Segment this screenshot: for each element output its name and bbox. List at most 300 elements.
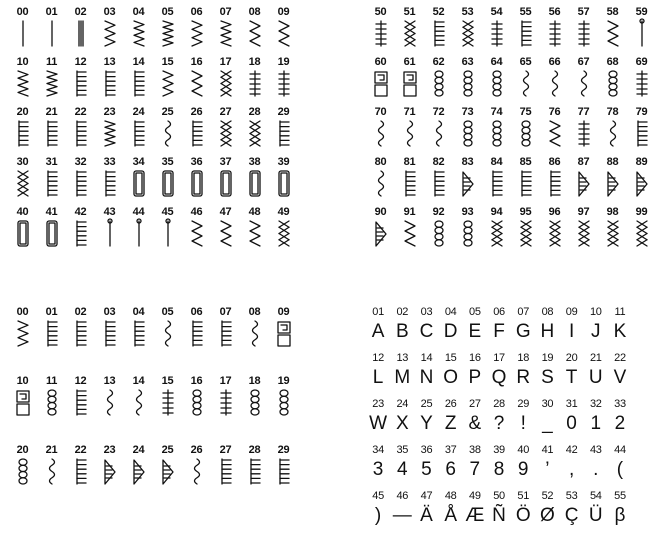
character-number: 23 <box>372 398 384 410</box>
stitch-cell <box>153 206 182 256</box>
stitch-number: 21 <box>45 444 58 456</box>
stitch-cell <box>37 56 66 106</box>
stitch-cell <box>569 106 598 156</box>
stitch-cell <box>182 106 211 156</box>
stitch-number: 80 <box>374 156 387 168</box>
keyhole-2-icon <box>274 168 294 199</box>
stitch-number: 10 <box>16 375 29 387</box>
stitch-number: 61 <box>403 56 416 68</box>
character-cell <box>390 352 414 398</box>
character-number: 41 <box>541 444 554 456</box>
cross-stitch-icon <box>274 218 294 249</box>
tri-hatch-3-icon <box>245 456 265 487</box>
character-glyph: — <box>392 505 412 526</box>
leaf-icon <box>632 68 652 99</box>
stitch-number: 35 <box>161 156 174 168</box>
cross-bars-icon <box>458 18 478 49</box>
character-number: 13 <box>396 352 409 364</box>
stitch-cell <box>269 56 298 106</box>
stitch-cell <box>627 6 656 56</box>
stitch-cell <box>211 375 240 444</box>
stitch-number: 62 <box>432 56 445 68</box>
stitch-number: 27 <box>219 444 232 456</box>
character-number: 29 <box>517 398 530 410</box>
stitch-number: 20 <box>16 444 29 456</box>
stitch-number: 74 <box>490 106 503 118</box>
lattice-icon <box>545 118 565 149</box>
stitch-number: 19 <box>277 56 290 68</box>
arrow-hatch-icon <box>487 168 507 199</box>
stitch-number: 93 <box>461 206 474 218</box>
arrow-tri-icon <box>574 118 594 149</box>
character-number: 19 <box>541 352 554 364</box>
stitch-number: 77 <box>577 106 590 118</box>
tick-right-icon <box>129 68 149 99</box>
character-glyph: Ø <box>540 505 555 526</box>
stitch-cell <box>569 156 598 206</box>
character-cell <box>487 306 511 352</box>
diamond-icon <box>458 168 478 199</box>
character-number: 06 <box>493 306 505 318</box>
comb-left-icon <box>100 68 120 99</box>
character-cell <box>560 306 584 352</box>
stitch-cell <box>211 206 240 256</box>
character-number: 09 <box>565 306 578 318</box>
stitch-number: 05 <box>161 306 174 318</box>
stitch-number: 18 <box>248 375 261 387</box>
tick-dash-icon <box>129 318 149 349</box>
character-cell <box>535 490 559 536</box>
stitch-cell <box>569 6 598 56</box>
character-glyph: D <box>443 321 458 342</box>
stitch-number: 83 <box>461 156 474 168</box>
character-number: 42 <box>565 444 578 456</box>
character-glyph: 9 <box>517 459 529 480</box>
character-cell <box>463 306 487 352</box>
character-cell <box>584 352 608 398</box>
step-tri-icon <box>632 118 652 149</box>
stitch-cell <box>66 375 95 444</box>
stitch-number: 29 <box>277 106 290 118</box>
character-number: 46 <box>396 490 409 502</box>
character-cell <box>584 490 608 536</box>
character-number: 20 <box>565 352 578 364</box>
character-cell <box>390 398 414 444</box>
x-grid-3-icon <box>632 218 652 249</box>
curl-icon <box>400 118 420 149</box>
keyhole-round-icon <box>13 218 33 249</box>
stitch-number: 39 <box>277 156 290 168</box>
character-glyph: ! <box>520 413 526 434</box>
character-cell <box>463 490 487 536</box>
character-glyph: Y <box>420 413 433 434</box>
stitch-number: 03 <box>103 6 116 18</box>
stitch-number: 03 <box>103 306 116 318</box>
stitch-number: 16 <box>190 56 203 68</box>
character-cell <box>584 444 608 490</box>
zigzag-small-icon <box>13 318 33 349</box>
character-cell <box>366 306 390 352</box>
stitch-number: 17 <box>219 56 232 68</box>
character-glyph: V <box>613 367 627 388</box>
character-cell <box>608 352 632 398</box>
stitch-cell <box>598 56 627 106</box>
stitch-cell <box>182 444 211 513</box>
stitch-cell <box>540 206 569 256</box>
buttonhole-4-icon <box>216 168 236 199</box>
stitch-cell <box>269 6 298 56</box>
stitch-cell <box>598 6 627 56</box>
stitch-cell <box>424 106 453 156</box>
stitch-number: 14 <box>132 56 145 68</box>
loop-curl-icon <box>42 456 62 487</box>
character-glyph: J <box>591 321 601 342</box>
stitch-number: 45 <box>161 206 174 218</box>
decorative-stitch-chart <box>366 6 656 256</box>
stitch-number: 56 <box>548 6 561 18</box>
ladder-right-icon <box>71 68 91 99</box>
comb-e-icon <box>187 118 207 149</box>
character-cell <box>366 352 390 398</box>
character-number: 36 <box>420 444 433 456</box>
stitch-number: 30 <box>16 156 29 168</box>
stitch-grid <box>8 306 298 513</box>
stitch-cell <box>482 106 511 156</box>
stitch-cell <box>124 375 153 444</box>
character-glyph: ) <box>374 505 382 526</box>
stitch-cell <box>598 206 627 256</box>
character-cell <box>584 398 608 444</box>
stitch-cell <box>269 206 298 256</box>
stitch-cell <box>124 106 153 156</box>
stitch-cell <box>540 156 569 206</box>
slant-dash-icon <box>274 18 294 49</box>
buttonhole-1-icon <box>129 168 149 199</box>
stitch-cell <box>8 156 37 206</box>
character-cell <box>439 398 463 444</box>
triangle-4-icon <box>158 456 178 487</box>
overlock-slant-icon <box>245 18 265 49</box>
stitch-number: 51 <box>403 6 416 18</box>
stitch-cell <box>269 306 298 375</box>
arrow-up-2-icon <box>274 68 294 99</box>
circle-dot-icon <box>187 218 207 249</box>
character-glyph: . <box>593 459 599 480</box>
stitch-cell <box>124 206 153 256</box>
stitch-number: 32 <box>74 156 87 168</box>
stitch-cell <box>211 444 240 513</box>
stitch-number: 58 <box>606 6 619 18</box>
stitch-number: 49 <box>277 206 290 218</box>
buttonhole-3-icon <box>187 168 207 199</box>
character-number: 48 <box>444 490 457 502</box>
moon-icon <box>603 118 623 149</box>
character-glyph: Ü <box>588 505 603 526</box>
stitch-number: 94 <box>490 206 503 218</box>
character-cell <box>535 444 559 490</box>
character-glyph: L <box>372 367 384 388</box>
x-chain-icon <box>487 218 507 249</box>
stitch-cell <box>95 375 124 444</box>
ring-chain-icon <box>516 118 536 149</box>
stitch-number: 33 <box>103 156 116 168</box>
character-glyph: ? <box>493 413 505 434</box>
pin-q-icon <box>158 218 178 249</box>
stitch-cell <box>8 206 37 256</box>
character-number: 49 <box>469 490 481 502</box>
character-glyph: S <box>541 367 554 388</box>
stitch-number: 13 <box>103 56 116 68</box>
stitch-number: 79 <box>635 106 648 118</box>
stitch-cell <box>424 206 453 256</box>
character-glyph: Ç <box>564 505 579 526</box>
character-glyph: P <box>468 367 482 388</box>
character-number: 35 <box>396 444 409 456</box>
character-number: 24 <box>396 398 409 410</box>
character-cell <box>511 398 535 444</box>
stitch-number: 10 <box>16 56 29 68</box>
character-cell <box>414 352 438 398</box>
loop-chain-icon <box>603 68 623 99</box>
character-cell <box>560 444 584 490</box>
character-number: 10 <box>589 306 602 318</box>
stitch-number: 06 <box>190 6 203 18</box>
character-glyph: 3 <box>372 459 384 480</box>
stitch-number: 97 <box>577 206 590 218</box>
stitch-cell <box>37 444 66 513</box>
stitch-cell <box>540 56 569 106</box>
stitch-cell <box>366 6 395 56</box>
bars-icon <box>429 18 449 49</box>
blind-hem-icon <box>13 68 33 99</box>
pin-p2-icon <box>129 218 149 249</box>
character-glyph: Ö <box>515 505 531 526</box>
stitch-number: 25 <box>161 106 174 118</box>
character-number: 11 <box>614 306 626 318</box>
stitch-number: 91 <box>403 206 416 218</box>
stitch-cell <box>598 156 627 206</box>
stitch-number: 09 <box>277 6 290 18</box>
stitch-number: 08 <box>248 306 261 318</box>
stitch-cell <box>540 6 569 56</box>
stitch-cell <box>240 106 269 156</box>
stitch-number: 60 <box>374 56 387 68</box>
leaf-tick-icon <box>71 387 91 418</box>
stitch-grid <box>366 6 656 256</box>
stitch-number: 85 <box>519 156 532 168</box>
stitch-number: 29 <box>277 444 290 456</box>
character-glyph: E <box>468 321 482 342</box>
greek-key-icon <box>371 68 391 99</box>
zig-line-icon <box>400 218 420 249</box>
flower-s-icon <box>13 456 33 487</box>
character-glyph: Ñ <box>492 505 506 526</box>
character-cell <box>439 306 463 352</box>
character-glyph: 2 <box>614 413 626 434</box>
character-number: 25 <box>420 398 433 410</box>
stitch-cell <box>511 106 540 156</box>
character-glyph: β <box>614 505 626 526</box>
stitch-number: 01 <box>45 6 58 18</box>
stitch-number: 95 <box>519 206 532 218</box>
stitch-number: 22 <box>74 106 87 118</box>
stitch-number: 08 <box>248 6 261 18</box>
character-cell <box>608 444 632 490</box>
star-bar-icon <box>216 118 236 149</box>
zigzag-dense-icon <box>100 18 120 49</box>
satin-zigzag-icon <box>42 68 62 99</box>
stitch-number: 55 <box>519 6 532 18</box>
stitch-number: 27 <box>219 106 232 118</box>
stitch-number: 81 <box>403 156 416 168</box>
hatch-diag-icon <box>187 318 207 349</box>
stitch-cell <box>453 106 482 156</box>
diamond-x-icon <box>13 168 33 199</box>
stitch-cell <box>240 375 269 444</box>
ovals-icon <box>458 118 478 149</box>
character-number: 02 <box>396 306 409 318</box>
stitch-number: 31 <box>45 156 58 168</box>
character-glyph: C <box>419 321 434 342</box>
character-glyph: U <box>588 367 603 388</box>
stitch-grid <box>8 6 298 256</box>
stitch-number: 53 <box>461 6 474 18</box>
stitch-cell <box>95 206 124 256</box>
curl-f-icon <box>371 118 391 149</box>
stitch-cell <box>395 106 424 156</box>
character-grid <box>366 306 656 536</box>
stitch-cell <box>182 306 211 375</box>
stitch-number: 26 <box>190 106 203 118</box>
character-number: 51 <box>517 490 530 502</box>
character-glyph: 7 <box>469 459 481 480</box>
stitch-number: 68 <box>606 56 619 68</box>
character-glyph: 0 <box>566 413 577 434</box>
character-cell <box>439 490 463 536</box>
character-number: 05 <box>469 306 481 318</box>
leaf-flower-icon <box>487 68 507 99</box>
character-cell <box>632 352 656 398</box>
stitch-cell <box>540 106 569 156</box>
stitch-number: 19 <box>277 375 290 387</box>
feather-icon <box>158 387 178 418</box>
character-cell <box>487 398 511 444</box>
character-number: 53 <box>565 490 578 502</box>
stitch-number: 43 <box>103 206 116 218</box>
stitch-number: 63 <box>461 56 474 68</box>
x-ladder-icon <box>245 118 265 149</box>
character-cell <box>608 306 632 352</box>
character-cell <box>390 490 414 536</box>
stitch-cell <box>511 156 540 206</box>
stitch-cell <box>598 106 627 156</box>
stitch-cell <box>269 444 298 513</box>
lines-ladder-icon <box>516 18 536 49</box>
loops-icon <box>458 68 478 99</box>
stitch-number: 21 <box>45 106 58 118</box>
x-grid-icon <box>574 218 594 249</box>
character-cell <box>439 444 463 490</box>
triangle-2-icon <box>100 456 120 487</box>
stitch-cell <box>124 56 153 106</box>
blind-hem-2-icon <box>158 68 178 99</box>
stitch-number: 69 <box>635 56 648 68</box>
stitch-cell <box>66 444 95 513</box>
stitch-cell <box>66 206 95 256</box>
stitch-cell <box>240 56 269 106</box>
stitch-number: 46 <box>190 206 203 218</box>
stitch-number: 11 <box>45 56 58 68</box>
tri-hatch-icon <box>71 456 91 487</box>
stitch-cell <box>37 375 66 444</box>
stitch-number: 02 <box>74 306 87 318</box>
stitch-cell <box>66 56 95 106</box>
stitch-number: 22 <box>74 444 87 456</box>
character-number: 40 <box>517 444 530 456</box>
zigzag-wide-icon <box>187 18 207 49</box>
stitch-number: 66 <box>548 56 561 68</box>
stitch-number: 23 <box>103 106 116 118</box>
stitch-number: 17 <box>219 375 232 387</box>
character-cell <box>439 352 463 398</box>
stitch-number: 00 <box>16 6 29 18</box>
stitch-number: 96 <box>548 206 561 218</box>
character-glyph: 5 <box>421 459 432 480</box>
buttonhole-2-icon <box>158 168 178 199</box>
stitch-cell <box>153 56 182 106</box>
stitch-number: 04 <box>132 306 145 318</box>
stitch-cell <box>66 156 95 206</box>
utility-stitch-chart <box>8 6 298 256</box>
stitch-number: 12 <box>74 375 87 387</box>
stitch-cell <box>95 156 124 206</box>
character-cell <box>414 306 438 352</box>
character-glyph: M <box>394 367 411 388</box>
character-glyph: W <box>369 413 388 434</box>
character-cell <box>584 306 608 352</box>
stitch-cell <box>124 306 153 375</box>
stitch-number: 11 <box>45 375 58 387</box>
stitch-number: 04 <box>132 6 145 18</box>
character-number: 43 <box>589 444 602 456</box>
character-glyph: Z <box>444 413 457 434</box>
character-glyph: H <box>540 321 555 342</box>
character-number: 37 <box>444 444 457 456</box>
triple-straight-icon <box>71 18 91 49</box>
stitch-cell <box>366 156 395 206</box>
character-glyph: X <box>395 413 409 434</box>
character-number: 52 <box>541 490 554 502</box>
character-number: 12 <box>372 352 384 364</box>
character-number: 31 <box>565 398 578 410</box>
stitch-number: 20 <box>16 106 29 118</box>
stitch-cell <box>395 206 424 256</box>
stitch-cell <box>269 375 298 444</box>
stitch-number: 75 <box>519 106 532 118</box>
stitch-cell <box>211 156 240 206</box>
stitch-number: 84 <box>490 156 503 168</box>
character-number: 15 <box>444 352 457 364</box>
x-cross-icon <box>545 218 565 249</box>
stitch-number: 14 <box>132 375 145 387</box>
character-number: 50 <box>493 490 505 502</box>
stitch-cell <box>366 106 395 156</box>
leaf-2-icon <box>216 387 236 418</box>
stitch-number: 98 <box>606 206 619 218</box>
diagonal-icon <box>371 218 391 249</box>
stitch-cell <box>66 6 95 56</box>
stitch-cell <box>153 306 182 375</box>
